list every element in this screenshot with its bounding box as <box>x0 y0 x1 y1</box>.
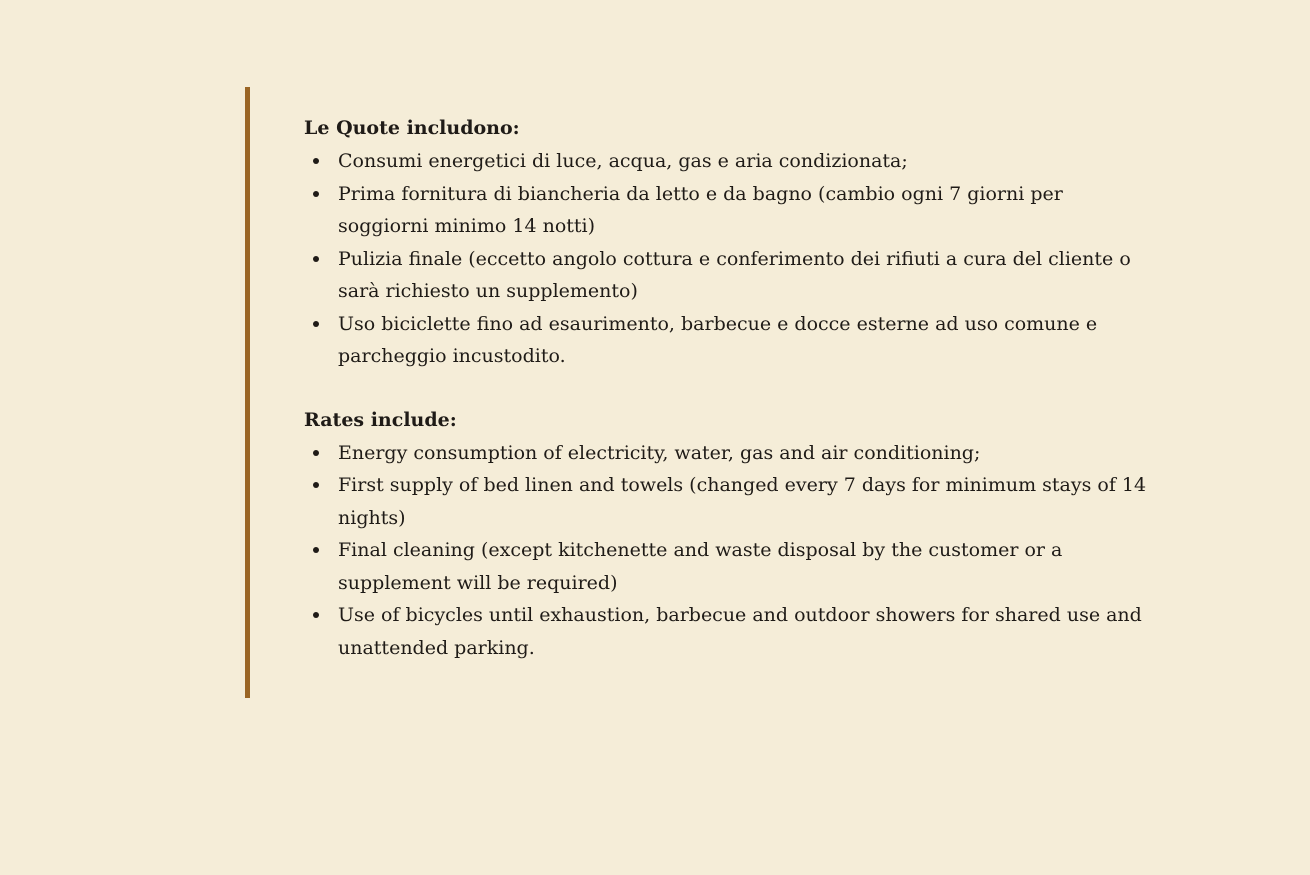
italian-inclusions-list <box>304 145 1154 373</box>
list-item-text: First supply of bed linen and towels (changed every 7 days for minimum stays of 14 nights) <box>338 474 1147 529</box>
english-inclusions-list <box>304 437 1154 665</box>
list-item <box>304 534 1154 599</box>
bullet-icon <box>313 450 319 456</box>
list-item-text: Prima fornitura di biancheria da letto e da bagno (cambio ogni 7 giorni per soggiorni minimo 14 notti) <box>338 182 1063 237</box>
bullet-icon <box>313 482 319 488</box>
list-item-text: Energy consumption of electricity, water, gas and air conditioning; <box>338 441 981 464</box>
bullet-icon <box>313 612 319 618</box>
list-item-text: Uso biciclette fino ad esaurimento, barbecue e docce esterne ad uso comune e parcheggio incustodito. <box>338 312 1098 367</box>
rates-info-block <box>304 112 1154 664</box>
list-item <box>304 437 1154 470</box>
bullet-icon <box>313 158 319 164</box>
bullet-icon <box>313 256 319 262</box>
list-item-text: Consumi energetici di luce, acqua, gas e aria condizionata; <box>338 150 908 172</box>
section-title-english: Rates include: <box>304 408 457 431</box>
list-item <box>304 145 1154 178</box>
bullet-icon <box>313 321 319 327</box>
list-item <box>304 308 1154 373</box>
english-section <box>304 404 1154 665</box>
list-item-text: Final cleaning (except kitchenette and waste disposal by the customer or a supplement will be required) <box>338 539 1063 594</box>
bullet-icon <box>313 191 319 197</box>
list-item <box>304 469 1154 534</box>
accent-vertical-bar <box>245 87 250 698</box>
bullet-icon <box>313 547 319 553</box>
list-item-text: Use of bicycles until exhaustion, barbecue and outdoor showers for shared use and unattended parking. <box>338 604 1142 659</box>
list-item-text: Pulizia finale (eccetto angolo cottura e conferimento dei rifiuti a cura del cliente o sarà richiesto un supplemento) <box>338 247 1131 302</box>
italian-section <box>304 112 1154 373</box>
section-title-italian: Le Quote includono: <box>304 117 520 139</box>
list-item <box>304 599 1154 664</box>
list-item <box>304 178 1154 243</box>
list-item <box>304 243 1154 308</box>
